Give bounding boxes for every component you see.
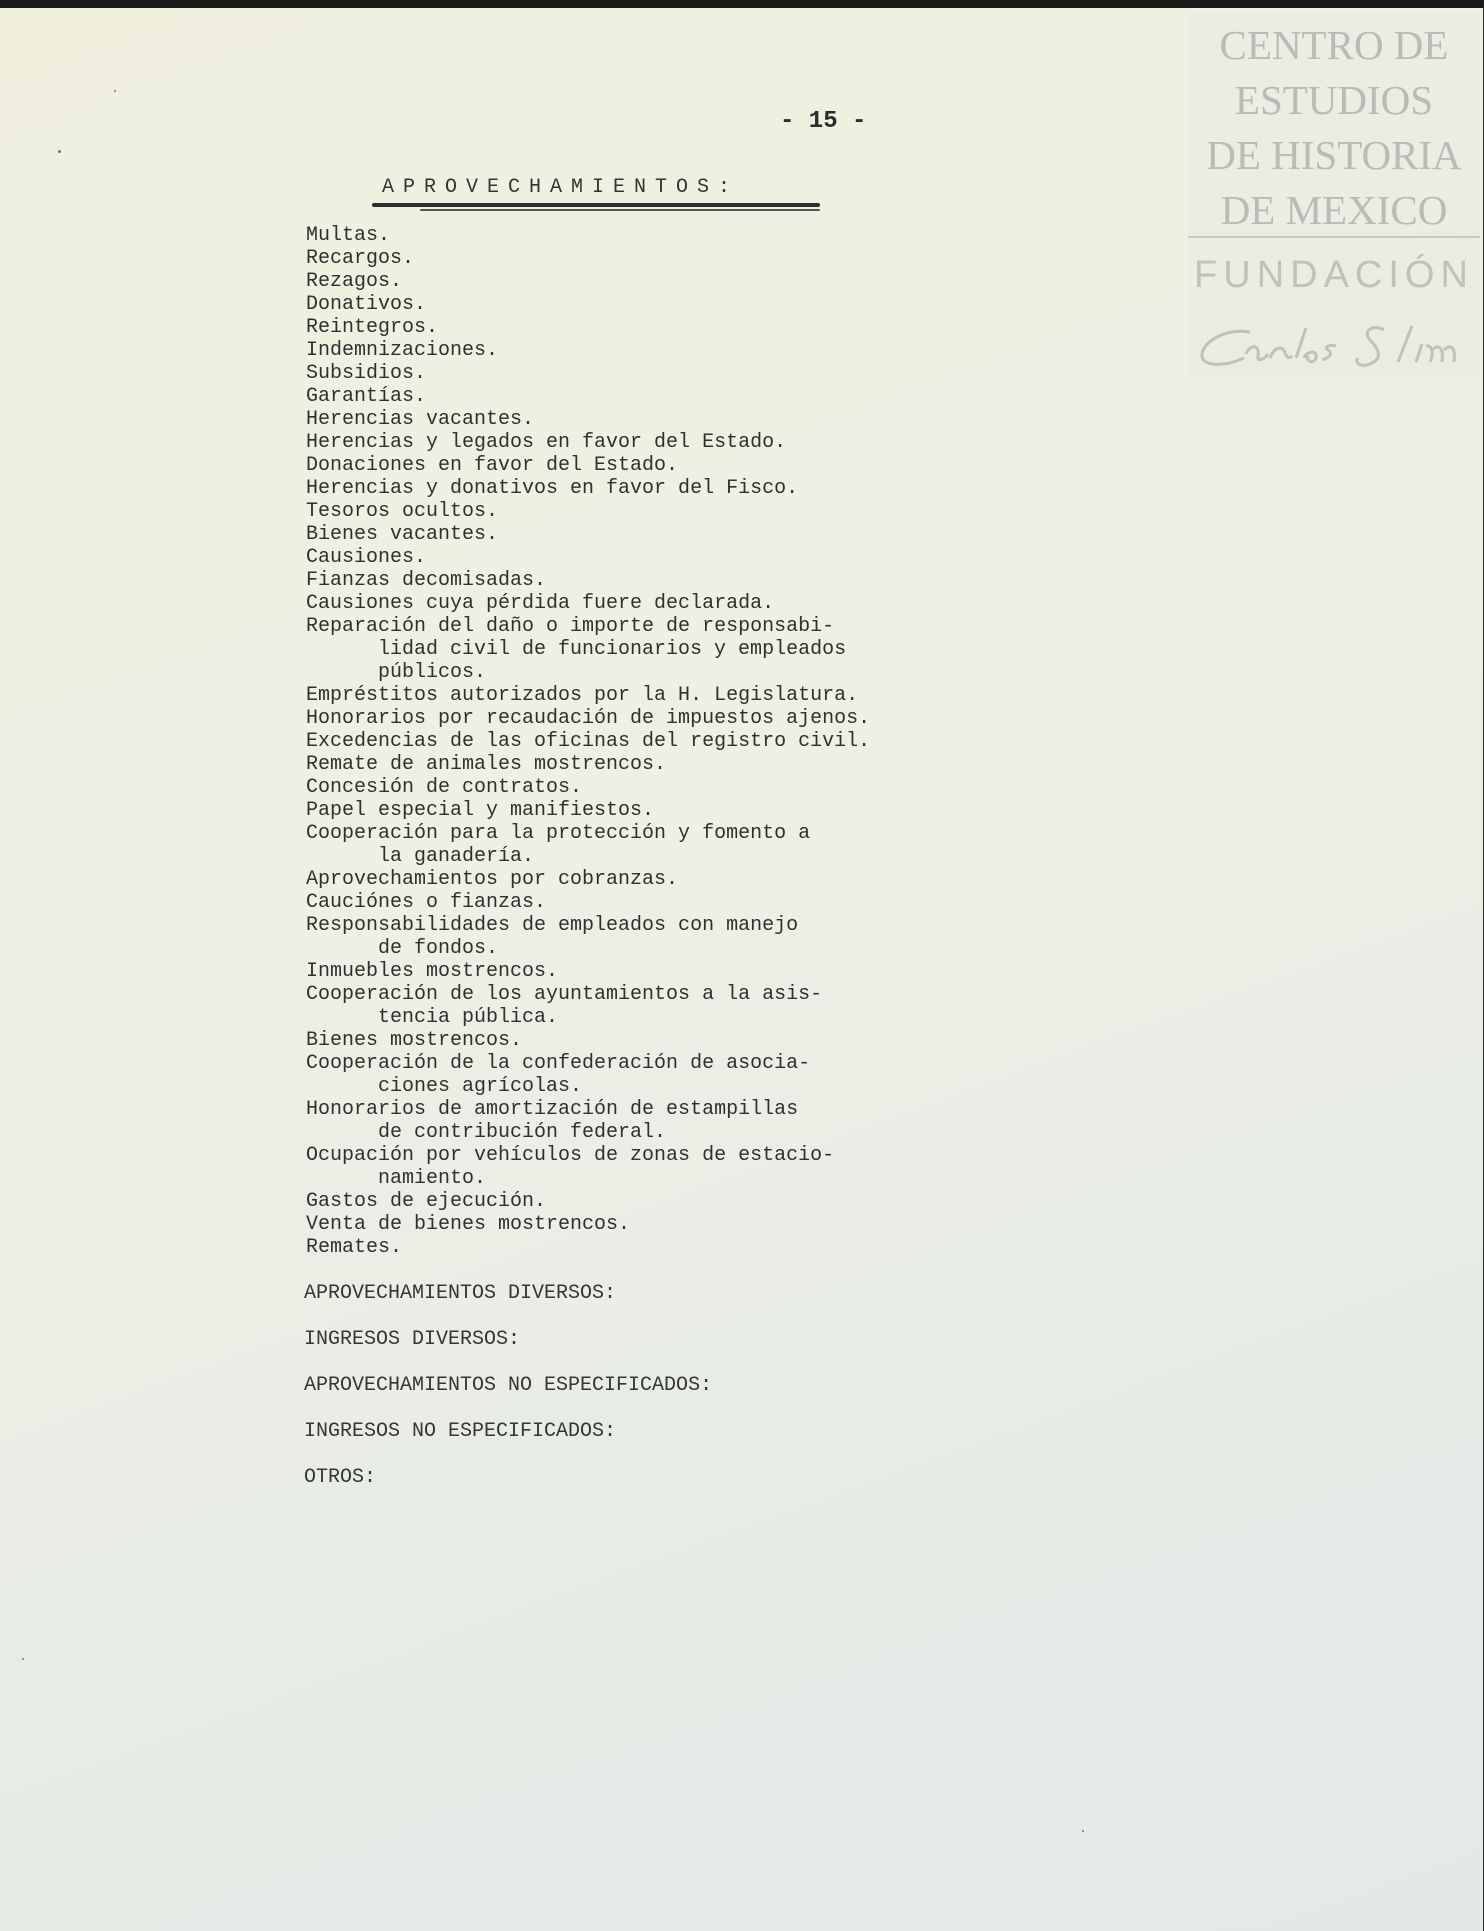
income-item-continuation: namiento. bbox=[378, 1167, 487, 1190]
income-item-text: Responsabilidades de empleados con manejo bbox=[306, 914, 799, 937]
income-item-text: Inmuebles mostrencos. bbox=[306, 960, 559, 983]
watermark-divider bbox=[1188, 236, 1480, 238]
income-item bbox=[306, 569, 870, 592]
income-item-text: Herencias y donativos en favor del Fisco. bbox=[306, 477, 799, 500]
income-item-text: Remate de animales mostrencos. bbox=[306, 753, 667, 776]
income-item-text: Donativos. bbox=[306, 293, 427, 316]
income-item-text: Cooperación de los ayuntamientos a la asis- bbox=[306, 983, 823, 1006]
income-item-text: Excedencias de las oficinas del registro civil. bbox=[306, 730, 871, 753]
income-item-continuation: de contribución federal. bbox=[378, 1121, 667, 1144]
income-item bbox=[306, 776, 870, 799]
income-items-list bbox=[306, 224, 870, 1259]
income-item bbox=[306, 753, 870, 776]
income-item bbox=[306, 891, 870, 914]
income-item bbox=[306, 339, 870, 362]
income-item-text: Recargos. bbox=[306, 247, 415, 270]
income-item bbox=[306, 546, 870, 569]
income-item-text: Subsidios. bbox=[306, 362, 427, 385]
income-item-text: Rezagos. bbox=[306, 270, 403, 293]
income-item-text: Tesoros ocultos. bbox=[306, 500, 499, 523]
income-item-text: Reintegros. bbox=[306, 316, 439, 339]
income-item bbox=[306, 799, 870, 822]
income-item-continuation: la ganadería. bbox=[378, 845, 535, 868]
income-item bbox=[306, 454, 870, 477]
income-item bbox=[306, 362, 870, 385]
income-item-text: Herencias vacantes. bbox=[306, 408, 535, 431]
income-item-text: Cooperación para la protección y fomento a bbox=[306, 822, 811, 845]
income-item bbox=[306, 730, 870, 753]
section-label: OTROS: bbox=[304, 1466, 377, 1489]
income-item bbox=[306, 983, 870, 1029]
paper-speck bbox=[114, 90, 116, 92]
income-item bbox=[306, 1029, 870, 1052]
income-item bbox=[306, 684, 870, 707]
income-item-continuation: tencia pública. bbox=[378, 1006, 559, 1029]
income-item bbox=[306, 224, 870, 247]
income-item bbox=[306, 408, 870, 431]
income-item-continuation: públicos. bbox=[378, 661, 487, 684]
section-label: APROVECHAMIENTOS DIVERSOS: bbox=[304, 1282, 617, 1305]
income-item bbox=[306, 1190, 870, 1213]
section-label: INGRESOS NO ESPECIFICADOS: bbox=[304, 1420, 617, 1443]
income-item-text: Bienes mostrencos. bbox=[306, 1029, 523, 1052]
income-item-text: Gastos de ejecución. bbox=[306, 1190, 547, 1213]
paper-speck bbox=[22, 1658, 24, 1660]
watermark-fundacion: FUNDACIÓN bbox=[1194, 254, 1474, 296]
income-item-text: Herencias y legados en favor del Estado. bbox=[306, 431, 787, 454]
income-item bbox=[306, 385, 870, 408]
watermark-line: DE HISTORIA bbox=[1206, 132, 1462, 178]
income-item-text: Causiones. bbox=[306, 546, 427, 569]
income-item-text: Remates. bbox=[306, 1236, 403, 1259]
income-item-text: Honorarios de amortización de estampillas bbox=[306, 1098, 799, 1121]
income-item bbox=[306, 960, 870, 983]
paper-speck bbox=[58, 150, 61, 153]
income-item bbox=[306, 707, 870, 730]
page-number: - 15 - bbox=[780, 108, 867, 135]
income-item-text: Honorarios por recaudación de impuestos ajenos. bbox=[306, 707, 871, 730]
heading-underline bbox=[420, 209, 820, 211]
income-item-continuation: de fondos. bbox=[378, 937, 499, 960]
income-item bbox=[306, 1052, 870, 1098]
additional-sections-list bbox=[304, 1282, 712, 1512]
income-item-text: Cauciónes o fianzas. bbox=[306, 891, 547, 914]
income-item-text: Cooperación de la confederación de asocia- bbox=[306, 1052, 811, 1075]
archive-watermark bbox=[1188, 14, 1480, 376]
income-item-text: Fianzas decomisadas. bbox=[306, 569, 547, 592]
income-item bbox=[306, 293, 870, 316]
heading-underline bbox=[372, 203, 820, 207]
income-item bbox=[306, 431, 870, 454]
section-heading: APROVECHAMIENTOS: bbox=[382, 176, 740, 199]
income-item bbox=[306, 1144, 870, 1190]
watermark-line: CENTRO DE bbox=[1219, 22, 1449, 68]
income-item-text: Papel especial y manifiestos. bbox=[306, 799, 655, 822]
income-item-text: Ocupación por vehículos de zonas de estacio- bbox=[306, 1144, 835, 1167]
income-item-text: Donaciones en favor del Estado. bbox=[306, 454, 679, 477]
section-label: INGRESOS DIVERSOS: bbox=[304, 1328, 521, 1351]
income-item-text: Reparación del daño o importe de responsabi- bbox=[306, 615, 835, 638]
income-item-text: Aprovechamientos por cobranzas. bbox=[306, 868, 679, 891]
income-item bbox=[306, 247, 870, 270]
paper-speck bbox=[1082, 1830, 1084, 1832]
income-item bbox=[306, 868, 870, 891]
income-item bbox=[306, 500, 870, 523]
income-item bbox=[306, 270, 870, 293]
income-item bbox=[306, 1213, 870, 1236]
income-item bbox=[306, 822, 870, 868]
income-item-text: Venta de bienes mostrencos. bbox=[306, 1213, 631, 1236]
income-item bbox=[306, 477, 870, 500]
income-item-text: Causiones cuya pérdida fuere declarada. bbox=[306, 592, 775, 615]
income-item bbox=[306, 592, 870, 615]
watermark-line: DE MEXICO bbox=[1220, 187, 1448, 233]
income-item-text: Empréstitos autorizados por la H. Legislatura. bbox=[306, 684, 859, 707]
income-item-text: Garantías. bbox=[306, 385, 427, 408]
income-item-continuation: ciones agrícolas. bbox=[378, 1075, 583, 1098]
income-item bbox=[306, 523, 870, 546]
signature-logo bbox=[1188, 314, 1480, 374]
income-item-text: Multas. bbox=[306, 224, 391, 247]
income-item bbox=[306, 316, 870, 339]
income-item-text: Concesión de contratos. bbox=[306, 776, 583, 799]
section-label: APROVECHAMIENTOS NO ESPECIFICADOS: bbox=[304, 1374, 713, 1397]
income-item bbox=[306, 615, 870, 684]
watermark-line: ESTUDIOS bbox=[1234, 77, 1434, 123]
income-item bbox=[306, 1236, 870, 1259]
income-item-continuation: lidad civil de funcionarios y empleados bbox=[378, 638, 847, 661]
income-item-text: Indemnizaciones. bbox=[306, 339, 499, 362]
income-item bbox=[306, 1098, 870, 1144]
income-item-text: Bienes vacantes. bbox=[306, 523, 499, 546]
income-item bbox=[306, 914, 870, 960]
